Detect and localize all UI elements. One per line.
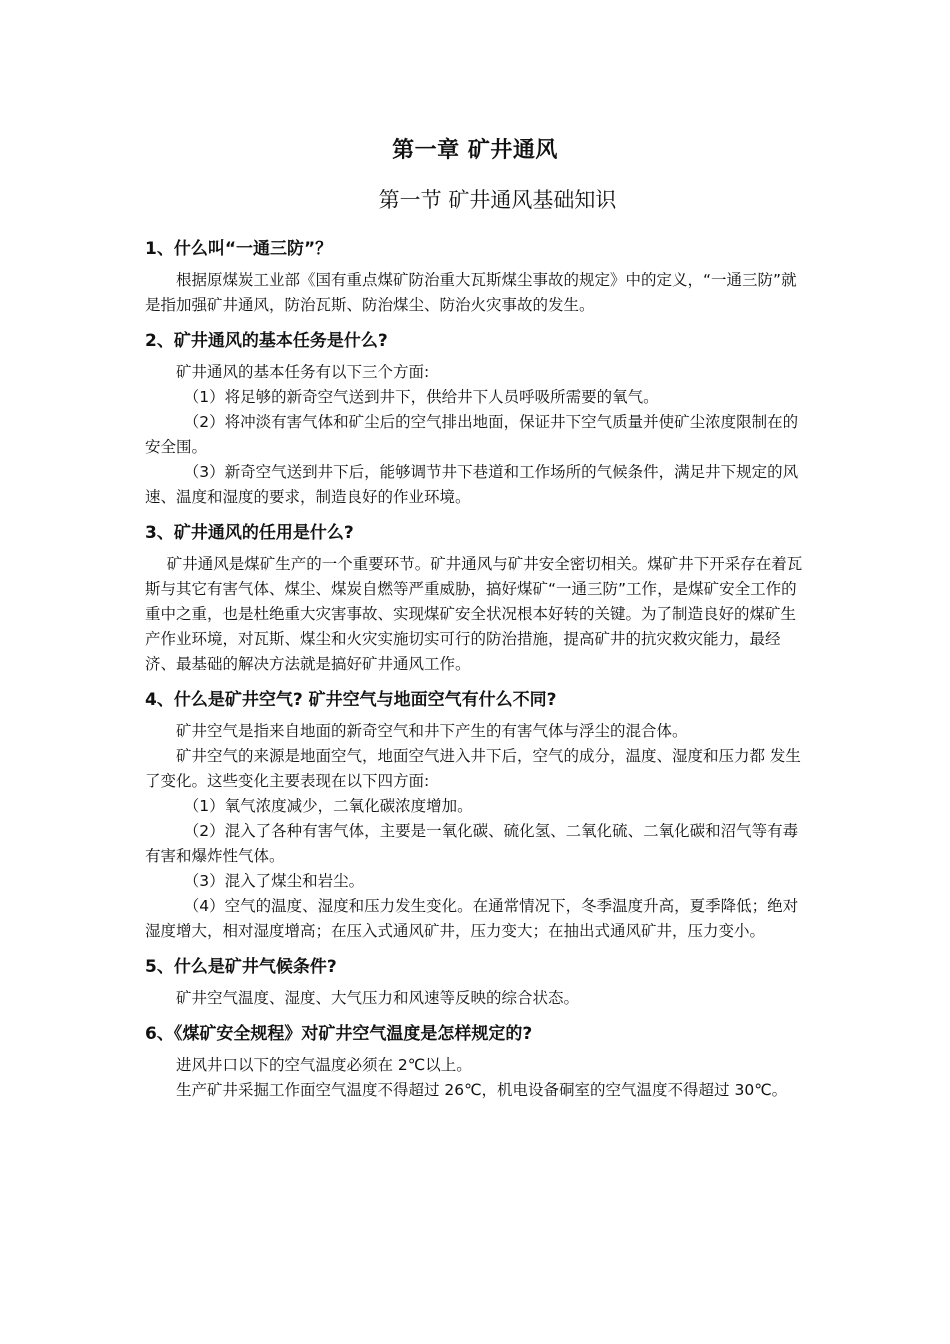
- section-title: 第一节 矿井通风基础知识: [378, 188, 617, 212]
- question-2-item-2: （2）将冲淡有害气体和矿尘后的空气排出地面，保证井下空气质量并使矿尘浓度限制在的安全围。: [145, 413, 799, 456]
- question-2-intro: 矿井通风的基本任务有以下三个方面:: [176, 363, 430, 381]
- question-4-item-2: （2）混入了各种有害气体，主要是一氧化碳、硫化氢、二氧化硫、二氧化碳和沼气等有毒有害和爆炸性气体。: [145, 822, 799, 865]
- question-2-item-3: （3）新奇空气送到井下后，能够调节井下巷道和工作场所的气候条件，满足井下规定的风速、温度和湿度的要求，制造良好的作业环境。: [145, 463, 799, 506]
- question-5-paragraph: 矿井空气温度、湿度、大气压力和风速等反映的综合状态。: [176, 989, 580, 1007]
- question-4-item-1: （1）氧气浓度减少，二氧化碳浓度增加。: [183, 797, 473, 815]
- question-3-heading: 3、矿井通风的任用是什么?: [145, 523, 354, 543]
- question-4-item-4: （4）空气的温度、湿度和压力发生变化。在通常情况下，冬季温度升高，夏季降低；绝对湿度增大，相对湿度增高；在压入式通风矿井，压力变大；在抽出式通风矿井，压力变小。: [145, 897, 799, 940]
- question-2-heading: 2、矿井通风的基本任务是什么?: [145, 331, 388, 351]
- question-2-item-1: （1）将足够的新奇空气送到井下，供给井下人员呼吸所需要的氧气。: [183, 388, 659, 406]
- question-1-paragraph: 根据原煤炭工业部《国有重点煤矿防治重大瓦斯煤尘事故的规定》中的定义，“一通三防”就是指加强矿井通风，防治瓦斯、防治煤尘、防治火灾事故的发生。: [145, 271, 797, 314]
- chapter-title: 第一章 矿井通风: [392, 138, 558, 163]
- question-1-heading: 1、什么叫“一通三防”？: [145, 239, 333, 259]
- question-6-paragraph-2: 生产矿井采掘工作面空气温度不得超过 26℃，机电设备硐室的空气温度不得超过 30℃。: [176, 1081, 788, 1099]
- question-4-paragraph-2: 矿井空气的来源是地面空气，地面空气进入井下后，空气的成分，温度、湿度和压力都 发生了变化。这些变化主要表现在以下四方面:: [145, 747, 801, 790]
- document-body: [145, 236, 810, 1103]
- question-3-paragraph: 矿井通风是煤矿生产的一个重要环节。矿井通风与矿井安全密切相关。煤矿井下开采存在着瓦斯与其它有害气体、煤尘、煤炭自燃等严重威胁，搞好煤矿“一通三防”工作，是煤矿安全工作的重中之重，也是杜绝重大灾害事故、实现煤矿安全状况根本好转的关键。为了制造良好的煤矿生产作业环境，对瓦斯、煤尘和火灾实施切实可行的防治措施，提高矿井的抗灾救灾能力，最经济、最基础的解决方法就是搞好矿井通风工作。: [145, 555, 803, 673]
- question-6-paragraph-1: 进风井口以下的空气温度必须在 2℃以上。: [176, 1056, 472, 1074]
- question-6-heading: 6、《煤矿安全规程》对矿井空气温度是怎样规定的?: [145, 1024, 533, 1044]
- question-4-item-3: （3）混入了煤尘和岩尘。: [183, 872, 365, 890]
- question-4-paragraph-1: 矿井空气是指来自地面的新奇空气和井下产生的有害气体与浮尘的混合体。: [176, 722, 688, 740]
- question-5-heading: 5、什么是矿井气候条件?: [145, 957, 337, 977]
- question-4-heading: 4、什么是矿井空气? 矿井空气与地面空气有什么不同?: [145, 690, 557, 710]
